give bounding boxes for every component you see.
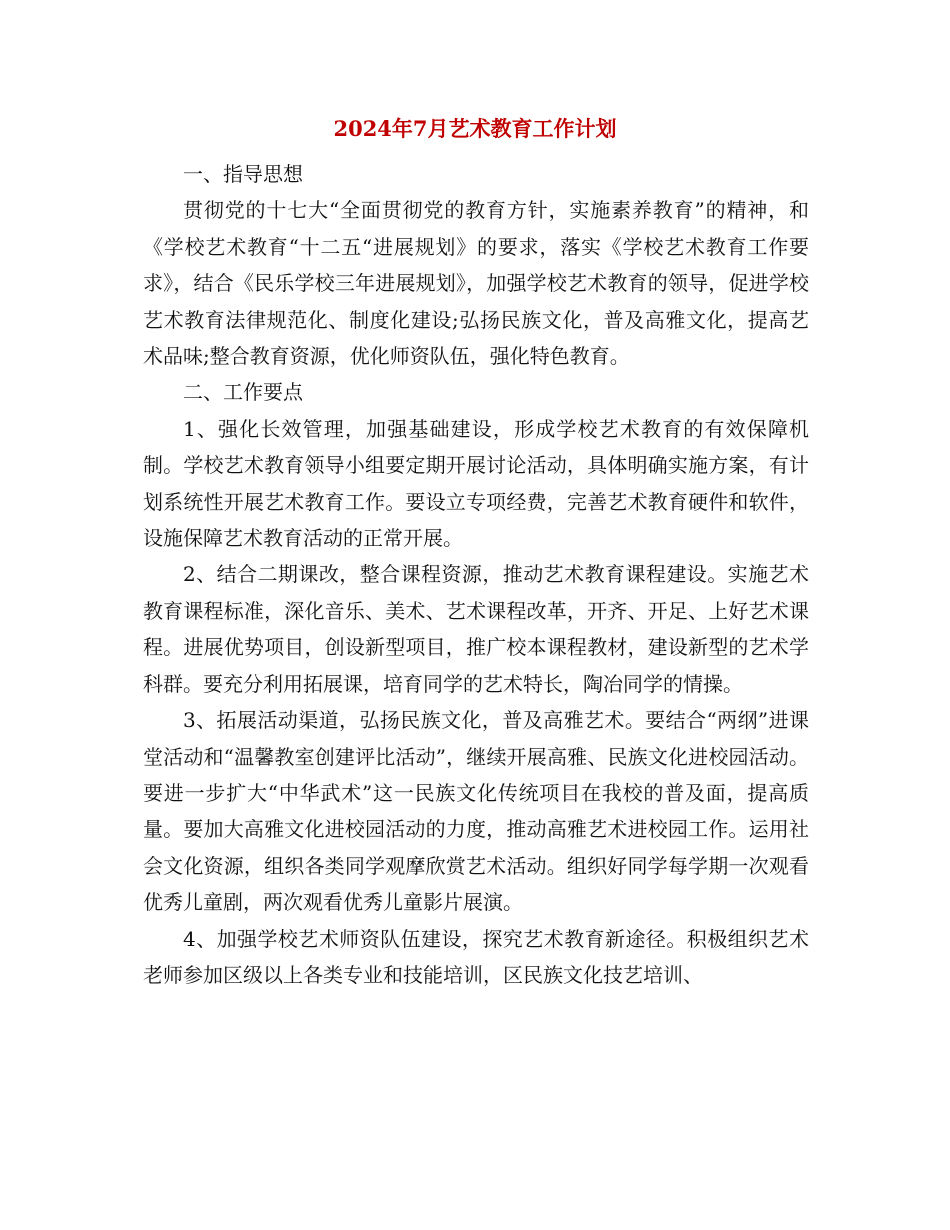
- document-body: [143, 156, 809, 993]
- document-title: 2024年7月艺术教育工作计划: [333, 116, 617, 141]
- paragraph-point-1: 1、强化长效管理，加强基础建设，形成学校艺术教育的有效保障机制。学校艺术教育领导小组要定期开展讨论活动，具体明确实施方案，有计划系统性开展艺术教育工作。要设立专项经费，完善艺术教育硬件和软件，设施保障艺术教育活动的正常开展。: [143, 416, 809, 551]
- paragraph-point-2: 2、结合二期课改，整合课程资源，推动艺术教育课程建设。实施艺术教育课程标准，深化音乐、美术、艺术课程改革，开齐、开足、上好艺术课程。进展优势项目，创设新型项目，推广校本课程教材，建设新型的艺术学科群。要充分利用拓展课，培育同学的艺术特长，陶冶同学的情操。: [143, 562, 809, 696]
- paragraph-point-3: 3、拓展活动渠道，弘扬民族文化，普及高雅艺术。要结合“两纲”进课堂活动和“温馨教室创建评比活动”，继续开展高雅、民族文化进校园活动。要进一步扩大“中华武术”这一民族文化传统项目在我校的普及面，提高质量。要加大高雅文化进校园活动的力度，推动高雅艺术进校园工作。运用社会文化资源，组织各类同学观摩欣赏艺术活动。组织好同学每学期一次观看优秀儿童剧，两次观看优秀儿童影片展演。: [143, 708, 809, 915]
- paragraph-point-4: 4、加强学校艺术师资队伍建设，探究艺术教育新途径。积极组织艺术老师参加区级以上各类专业和技能培训，区民族文化技艺培训、: [143, 926, 809, 987]
- paragraph-guiding-thought: 贯彻党的十七大“全面贯彻党的教育方针，实施素养教育”的精神，和《学校艺术教育“十二五“进展规划》的要求，落实《学校艺术教育工作要求》，结合《民乐学校三年进展规划》，加强学校艺术教育的领导，促进学校艺术教育法律规范化、制度化建设;弘扬民族文化，普及高雅文化，提高艺术品味;整合教育资源，优化师资队伍，强化特色教育。: [143, 198, 809, 369]
- section-heading-work-points: 二、工作要点: [183, 380, 303, 405]
- section-heading-guiding-thought: 一、指导思想: [183, 162, 303, 186]
